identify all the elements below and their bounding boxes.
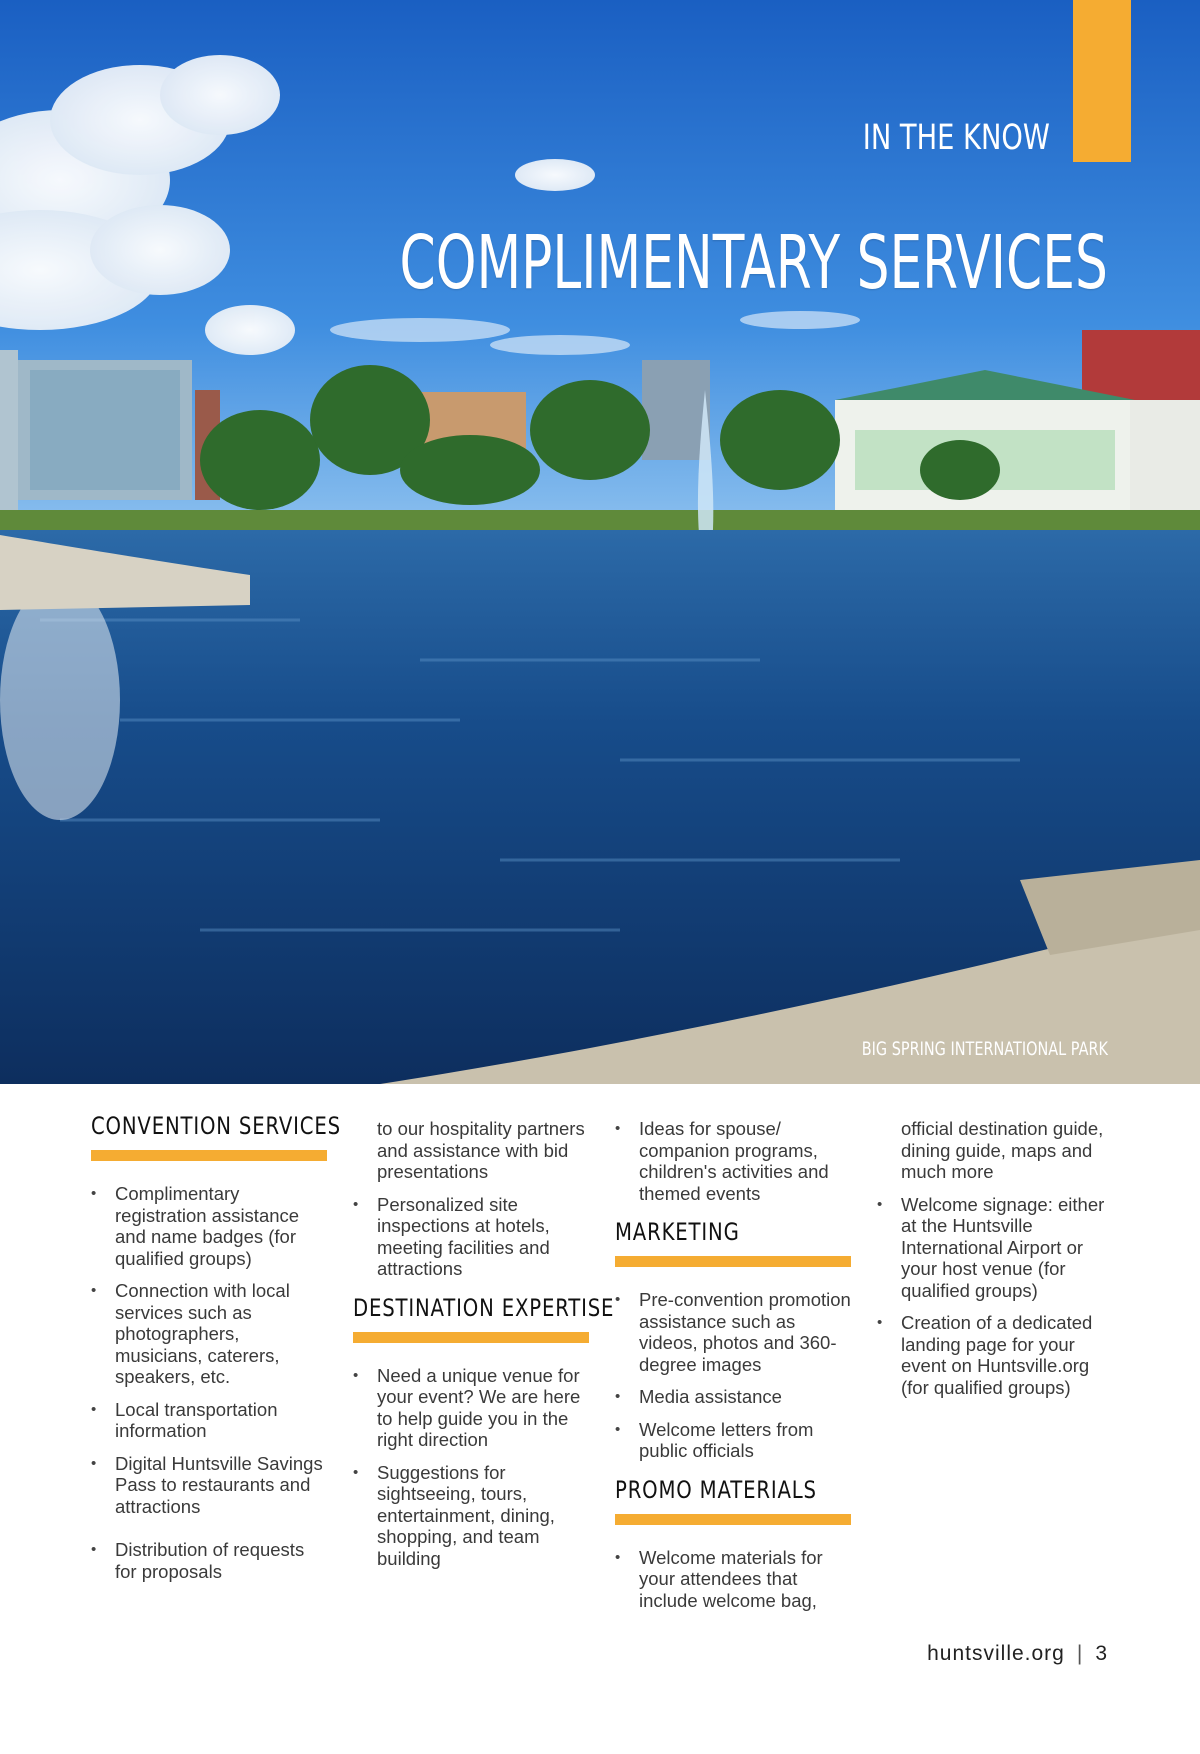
list-item: • Welcome materials for your attendees that include welcome bag, xyxy=(615,1547,853,1612)
convention-services-list-continued xyxy=(353,1194,591,1280)
section-title-destination-expertise: DESTINATION EXPERTISE xyxy=(353,1293,615,1322)
column-3 xyxy=(615,1118,853,1622)
column-4 xyxy=(877,1118,1107,1409)
section-title-promo-materials: PROMO MATERIALS xyxy=(615,1475,817,1504)
section-underline xyxy=(91,1150,327,1161)
list-item: • Complimentary registration assistance and name badges (for qualified groups) xyxy=(91,1183,329,1269)
list-item: • Suggestions for sightseeing, tours, entertainment, dining, shopping, and team building xyxy=(353,1462,591,1570)
page-number: 3 xyxy=(1095,1642,1108,1665)
page-title: COMPLIMENTARY SERVICES xyxy=(399,220,1108,306)
list-item: • Creation of a dedicated landing page for your event on Huntsville.org (for qualified groups) xyxy=(877,1312,1107,1398)
marketing-list xyxy=(615,1289,853,1462)
section-underline xyxy=(615,1256,851,1267)
list-item: • Welcome signage: either at the Huntsville International Airport or your host venue (for qualified groups) xyxy=(877,1194,1107,1302)
list-item: • Connection with local services such as photographers, musicians, caterers, speakers, etc. xyxy=(91,1280,329,1388)
list-item: • Welcome letters from public officials xyxy=(615,1419,853,1462)
continued-text: to our hospitality partners and assistance with bid presentations xyxy=(377,1118,585,1182)
footer-site-link[interactable]: huntsville.org xyxy=(927,1642,1065,1665)
list-item: • Digital Huntsville Savings Pass to restaurants and attractions xyxy=(91,1453,329,1518)
list-item: • Pre-convention promotion assistance such as videos, photos and 360-degree images xyxy=(615,1289,853,1375)
destination-expertise-list xyxy=(353,1365,591,1570)
section-kicker: IN THE KNOW xyxy=(862,118,1050,158)
column-2 xyxy=(353,1118,615,1580)
list-item: • Ideas for spouse/ companion programs, children's activities and themed events xyxy=(615,1118,853,1204)
section-underline xyxy=(615,1514,851,1525)
list-item: • Distribution of requests for proposals xyxy=(91,1539,329,1582)
column-convention-services xyxy=(91,1112,341,1593)
convention-services-list xyxy=(91,1183,329,1582)
section-underline xyxy=(353,1332,589,1343)
accent-bar xyxy=(1073,0,1131,162)
photo-caption: BIG SPRING INTERNATIONAL PARK xyxy=(861,1038,1108,1060)
list-item: • Local transportation information xyxy=(91,1399,329,1442)
list-item: • Need a unique venue for your event? We are here to help guide you in the right direction xyxy=(353,1365,591,1451)
section-title-marketing: MARKETING xyxy=(615,1218,740,1246)
list-item: • Personalized site inspections at hotels, meeting facilities and attractions xyxy=(353,1194,591,1280)
continued-text: official destination guide, dining guide, maps and much more xyxy=(901,1118,1104,1182)
promo-materials-list-continued xyxy=(877,1194,1107,1399)
promo-materials-list xyxy=(615,1547,853,1612)
footer-separator: | xyxy=(1076,1642,1084,1665)
page-footer xyxy=(927,1642,1108,1666)
section-title-convention-services: CONVENTION SERVICES xyxy=(91,1112,341,1140)
destination-expertise-list-continued xyxy=(615,1118,853,1204)
list-item: • Media assistance xyxy=(615,1386,853,1408)
